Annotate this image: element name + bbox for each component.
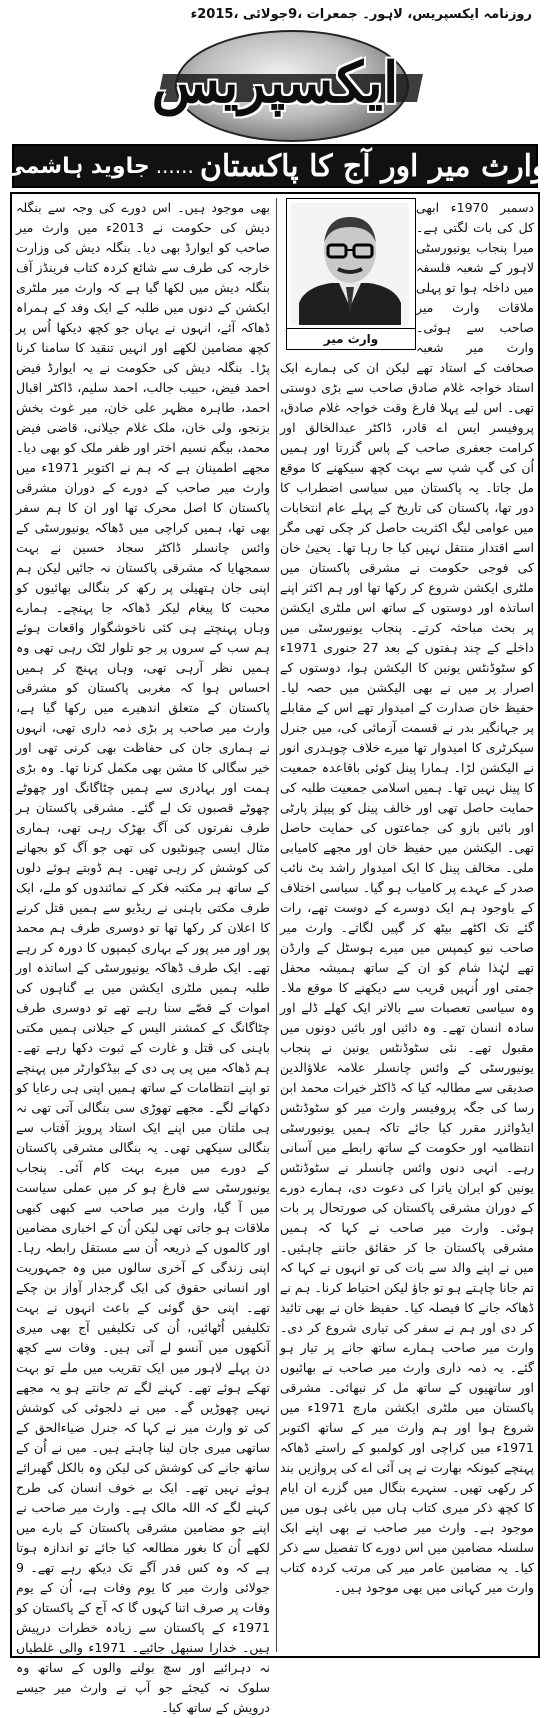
article-text-col2: بھی موجود ہیں۔ اس دورے کی وجہ سے بنگلہ دیش کی حکومت نے 2013ء میں وارث میر صاحب کو ایوارڈ بھی دیا۔ بنگلہ دیش کی وزارت خارجہ کی طرف سے شائع کردہ کتاب فرینڈز آف بنگلہ دیش میں لکھا گیا ہے کہ وارث میر ملٹری ایکشن کے دنوں میں طلبہ کے ایک وفد کے ہمراہ ڈھاکہ آئے، انہوں نے یہاں جو کچھ دیکھا اُس پر کچھ مضامین لکھے اور انہیں تنقید کا سامنا کرنا پڑا۔ بنگلہ دیش کی حکومت نے یہ ایوارڈ فیض احمد فیض، حبیب جالب، احمد سلیم، ڈاکٹر اقبال احمد، طاہرہ مظہر علی خان، میر غوث بخش بزنجو، ولی خان، ملک غلام جیلانی، قاضی فیض محمد، بیگم نسیم اختر اور ظفر ملک کو بھی دیا۔ مجھے اطمینان ہے کہ ہم نے اکتوبر 1971ء میں وارث میر صاحب کے دورے کے دوران مشرقی پاکستان کا اصل محرک تھا اور ان کا ہم سفر بھی تھا، ہمیں کراچی میں ڈھاکہ یونیورسٹی کے وائس چانسلر ڈاکٹر سجاد حسین نے بہت سمجھایا کہ مشرقی پاکستان نہ جائیں لیکن ہم اپنی جان ہتھیلی پر رکھ کر بنگالی بھائیوں کو محبت کا پیغام لیکر ڈھاکہ جا پہنچے۔ ہمارے وہاں پہنچتے ہی کئی ناخوشگوار واقعات ہوئے ہم سب کے سروں پر جو تلوار لٹک رہی تھی وہ ہمیں نظر آرہی تھی، وہاں پہنچ کر ہمیں احساس ہوا کہ مغربی پاکستان کو مشرقی پاکستان کے متعلق اندھیرے میں رکھا گیا ہے، وارث میر صاحب پر بڑی ذمہ داری تھی، انہوں نے ہماری جان کی حفاظت بھی کرنی تھی اور خیر سگالی کا مشن بھی مکمل کرنا تھا۔ وہ بڑی ہمت اور بہادری سے ہمیں چٹاگانگ اور چھوٹے چھوٹے قصبوں تک لے گئے۔ مشرقی پاکستان ہر طرف نفرتوں کی آگ بھڑک رہی تھی، ہماری مثال ایسی چیونٹیوں کی تھی جو آگ کو بجھانے کی کوشش کر رہی تھیں۔ ہم ڈوبتے ہوئے دلوں کے ساتھ ہر مکتبہ فکر کے نمائندوں کو ملے، ایک طرف مکتی باہنی نے ریڈیو سے ہمیں قتل کرنے کا اعلان کر رکھا تھا تو دوسری طرف ہم محمد پور اور میر پور کے بہاری کیمپوں کا دورہ کر رہے تھے۔ ایک طرف ڈھاکہ یونیورسٹی کے اساتذہ اور طلبہ ہمیں ملٹری ایکشن میں بے گناہوں کی اموات کے قصّے سنا رہے تھے تو دوسری طرف چٹاگانگ کے کمشنر الیس کے جیلانی ہمیں مکتی باہنی کی قتل و غارت کے ثبوت دکھا رہے تھے۔ ہم ڈھاکہ میں پی پی دی کے بیڈکوارٹر میں پہنچے تو اپنے انتظامات کے ساتھ ہمیں اپنی ہی رعایا کو دکھانے لگے۔ مجھے تھوڑی سی بنگالی آتی تھی نہ ہی ملتان میں اپنے ایک استاد پرویز آفتاب سے بنگالی سیکھی تھی۔ یہ بنگالی مشرقی پاکستان کے دورے میں میرے بہت کام آئی۔ پنجاب یونیورسٹی سے فارغ ہو کر میں عملی سیاست میں آ گیا، وارث میر صاحب سے کبھی کبھی ملاقات ہو جاتی تھی لیکن اُن کے اخباری مضامین اور کالموں کے ذریعہ اُن سے مستقل رابطہ رہا۔ اپنی زندگی کے آخری سالوں میں وہ جمہوریت اور انسانی حقوق کی ایک گرجدار آواز بن چکے تھے۔ اپنی حق گوئی کے باعث انہوں نے بہت تکلیفیں اُٹھائیں، اُن کی تکلیفیں آج بھی میری آنکھوں میں آنسو لے آتی ہیں۔ وفات سے کچھ دن پہلے لاہور میں ایک تقریب میں ملے تو بہت تھکے ہوئے تھے۔ کہنے لگے تم جانتے ہو یہ مجھے نہیں چھوڑیں گے۔ میں نے دلجوئی کی کوشش کی تو وارث میر نے کہا کہ جنرل ضیاءالحق کے ساتھی میری جان لینا چاہتے ہیں۔ میں نے اُن کے ساتھ جانے کی کوشش کی لیکن وہ بالکل گھبرائے ہوئے نہیں تھے۔ ایک بے خوف انسان کی طرح کہنے لگے کہ اللہ مالک ہے۔ وارث میر صاحب نے اپنے جو مضامین مشرقی پاکستان کے بارے میں لکھے اُن کا بغور مطالعہ کیا جائے تو اندازہ ہوتا ہے کہ وہ کس قدر آگے تک دیکھ رہے تھے۔ 9 جولائی وارث میر کا یوم وفات ہے، اُن کے یوم وفات پر صرف اتنا کہوں گا کہ آج کے پاکستان کو 1971ء کے پاکستان سے زیادہ خطرات درپیش ہیں۔ خدارا سنبھل جائیے۔ 1971ء والی غلطیاں نہ دہرائیے اور سچ بولنے والوں کے ساتھ وہ سلوک نہ کیجئے جو آپ نے وارث میر جیسے درویش کے ساتھ کیا۔ (16, 200, 270, 1715)
masthead (10, 26, 540, 144)
portrait-image (291, 203, 409, 325)
headline-separator: ...... (155, 154, 194, 178)
headline-bar (3, 144, 547, 188)
column-divider (276, 198, 277, 1652)
portrait-icon (291, 203, 409, 325)
article-column-right (280, 198, 534, 1652)
dateline: روزنامہ ایکسپریس، لاہور۔ جمعرات ،9جولائی ،2015ء (190, 7, 532, 22)
newspaper-logo: ایکسپریس (151, 50, 399, 116)
photo-caption: وارث میر (287, 328, 415, 349)
author-photo (286, 198, 416, 350)
headline-title: وارث میر اور آج کا پاکستان (199, 148, 547, 184)
article-body (10, 192, 540, 1715)
article-text-col1: دسمبر 1970ء ابھی کل کی بات لگتی ہے۔ میرا پنجاب یونیورسٹی لاہور کے شعبہ فلسفہ میں داخلہ ہوا تو پہلی ملاقات وارث میر صاحب سے ہوئی۔ وارث میر شعبہ صحافت کے استاد تھے لیکن ان کی ہمارے ایک استاد خواجہ غلام صادق صاحب سے بڑی دوستی تھی۔ اس لیے پہلا فارغ وقت خواجہ غلام صادق، پروفیسر ایس اے قادر، ڈاکٹر عبدالخالق اور کرامت جعفری صاحب کے پاس گزرتا اور ہمیں اُن کی گپ شپ سے بہت کچھ سیکھنے کا موقع مل جاتا۔ یہ پاکستان میں سیاسی اضطراب کا دور تھا، پاکستان کی تاریخ کے پہلے عام انتخابات میں عوامی لیگ اکثریت حاصل کر چکی تھی مگر اسے اقتدار منتقل نہیں کیا جا رہا تھا۔ یحییٰ خان کی فوجی حکومت نے مشرقی پاکستان میں ملٹری ایکشن شروع کر رکھا تھا اور ہم اکثر اپنے اساتذہ اور دوستوں کے ساتھ اس ملٹری ایکشن پر بحث مباحثہ کرتے۔ پنجاب یونیورسٹی میں داخلے کے چند ہفتوں کے بعد 27 جنوری 1971ء کو سٹوڈنٹس یونین کا الیکشن ہوا، دوستوں کے اصرار پر میں نے بھی الیکشن میں حصہ لیا۔ حفیظ خان صدارت کے امیدوار تھے اس کے مقابلے پر جہانگیر بدر نے قسمت آزمائی کی، میں جنرل سیکرٹری کا امیدوار تھا میرے خلاف چوہدری انور نے الیکشن لڑا۔ ہمارا پینل کوئی باقاعدہ جمعیت کا پینل نہیں تھا۔ ہمیں اسلامی جمعیت طلبہ کی حمایت حاصل تھی اور خالف پینل کو پیپلز پارٹی اور بائیں بازو کی جماعتوں کی حمایت حاصل تھی۔ الیکشن میں حفیظ خان اور مجھے کامیابی ملی۔ مخالف پینل کا ایک امیدوار راشد بٹ نائب صدر کے عہدے پر کامیاب ہو گیا۔ سیاسی اختلاف کے باوجود ہم ایک دوسرے کے دوست تھے، رات گئے تک اکٹھے بیٹھ کر گپیں لگاتے۔ وارث میر صاحب نیو کیمپس میں میرے ہوسٹل کے وارڈن تھے لہٰذا شام کو ان کے ساتھ ہمیشہ محفل جمتی اور اُنہیں قریب سے دیکھنے کا موقع ملا۔ وہ سیاسی تعصبات سے بالاتر ایک کھلے ڈلے اور سادہ انسان تھے۔ وہ دائیں اور بائیں دونوں میں مقبول تھے۔ نئی سٹوڈنٹس یونین نے پنجاب یونیورسٹی کے وائس چانسلر علامہ علاؤالدین صدیقی سے مطالبہ کیا کہ ڈاکٹر خیرات محمد ابن رسا کی جگہ پروفیسر وارث میر کو سٹوڈنٹس ایڈوائزر مقرر کیا جائے تاکہ ہمیں یونیورسٹی انتظامیہ اور حکومت کے ساتھ رابطے میں آسانی رہے۔ انہی دنوں وائس چانسلر نے سٹوڈنٹس یونین کو ایران یاترا کی دعوت دی، ہمارے دورے کے دوران مشرقی پاکستان کی صورتحال پر بات ہوئی۔ وارث میر صاحب نے کہا کہ ہمیں مشرقی پاکستان جا کر حقائق جاننے چاہئیں۔ میں نے اپنے والد سے بات کی تو انہوں نے کہا کہ تم جانا چاہتے ہو تو جاؤ لیکن احتیاط کرنا۔ ہم نے ڈھاکہ جانے کا فیصلہ کیا۔ حفیظ خان نے بھی تائید کر دی اور ہم نے سفر کی تیاری شروع کر دی۔ وارث میر صاحب ہمارے ساتھ جانے پر تیار ہو گئے۔ یہ ذمہ داری وارث میر صاحب نے بھائیوں اور ساتھیوں کے ساتھ مل کر نبھائی۔ مشرقی پاکستان میں ملٹری ایکشن مارچ 1971ء میں شروع ہوا اور ہم وارث میر کے ساتھ اکتوبر 1971ء میں کراچی اور کولمبو کے راستے ڈھاکہ پہنچے کیونکہ بھارت نے پی آئی اے کی پروازیں بند کر رکھی تھیں۔ سنہرے بنگال میں گزرے ان ایام کا کچھ ذکر میری کتاب ہاں میں باغی ہوں میں موجود ہے۔ وارث میر صاحب نے بھی اپنے ایک سلسلہ مضامین میں اس دورے کا تفصیل سے ذکر کیا۔ یہ مضامین عامر میر کی مرتب کردہ کتاب وارث میر کہانی میں بھی موجود ہیں۔ (280, 200, 534, 1595)
article-column-left (16, 198, 270, 1715)
headline-author: جاوید ہاشمی (3, 153, 150, 179)
